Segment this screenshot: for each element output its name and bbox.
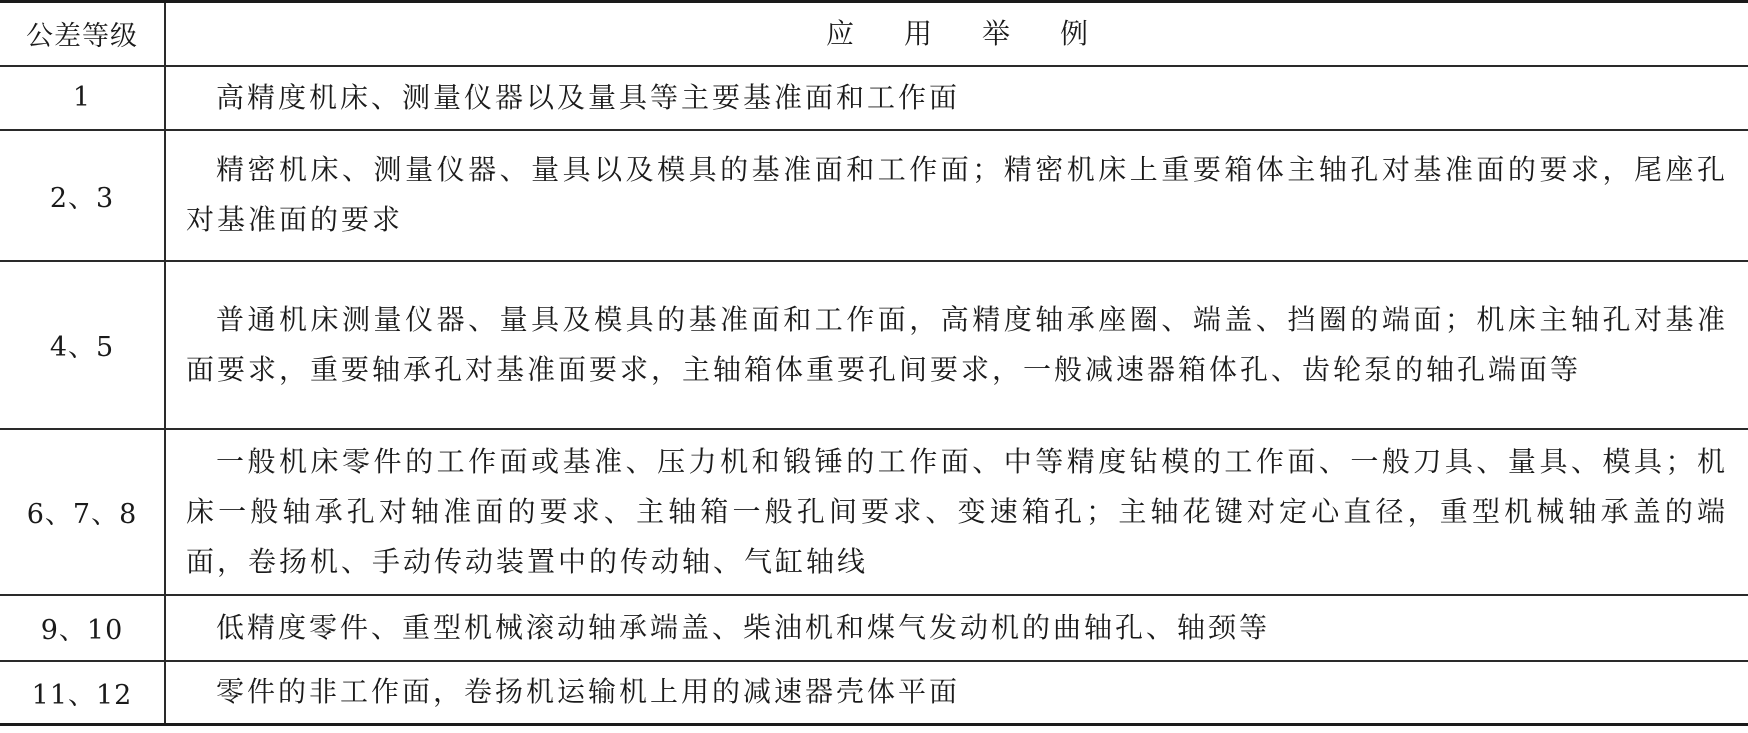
table-row <box>0 261 1748 429</box>
usage-text: 高精度机床、测量仪器以及量具等主要基准面和工作面 <box>216 80 961 114</box>
table-row <box>0 130 1748 261</box>
table-row <box>0 66 1748 130</box>
grade-cell: 1 <box>0 66 165 130</box>
header-grade: 公差等级 <box>0 2 165 66</box>
usage-cell <box>165 595 1748 661</box>
usage-cell <box>165 130 1748 261</box>
usage-text: 精密机床、测量仪器、量具以及模具的基准面和工作面；精密机床上重要箱体主轴孔对基准面的要求，尾座孔对基准面的要求 <box>186 153 1728 236</box>
grade-cell: 9、10 <box>0 595 165 661</box>
usage-cell <box>165 261 1748 429</box>
table-row <box>0 429 1748 595</box>
usage-text: 普通机床测量仪器、量具及模具的基准面和工作面，高精度轴承座圈、端盖、挡圈的端面；机床主轴孔对基准面要求，重要轴承孔对基准面要求，主轴箱体重要孔间要求，一般减速器箱体孔、齿轮泵的轴孔端面等 <box>186 302 1728 386</box>
usage-cell <box>165 661 1748 725</box>
table-header-row <box>0 2 1748 66</box>
usage-text: 一般机床零件的工作面或基准、压力机和锻锤的工作面、中等精度钻模的工作面、一般刀具、量具、模具；机床一般轴承孔对轴准面的要求、主轴箱一般孔间要求、变速箱孔；主轴花键对定心直径，重型机械轴承盖的端面，卷扬机、手动传动装置中的传动轴、气缸轴线 <box>186 444 1728 578</box>
usage-text: 零件的非工作面，卷扬机运输机上用的减速器壳体平面 <box>216 675 961 709</box>
table-row <box>0 595 1748 661</box>
header-usage: 应用举例 <box>165 2 1748 66</box>
usage-text: 低精度零件、重型机械滚动轴承端盖、柴油机和煤气发动机的曲轴孔、轴颈等 <box>216 610 1271 644</box>
usage-cell <box>165 66 1748 130</box>
table-row <box>0 661 1748 725</box>
usage-cell <box>165 429 1748 595</box>
grade-cell: 6、7、8 <box>0 429 165 595</box>
grade-cell: 2、3 <box>0 130 165 261</box>
grade-cell: 11、12 <box>0 661 165 725</box>
grade-cell: 4、5 <box>0 261 165 429</box>
